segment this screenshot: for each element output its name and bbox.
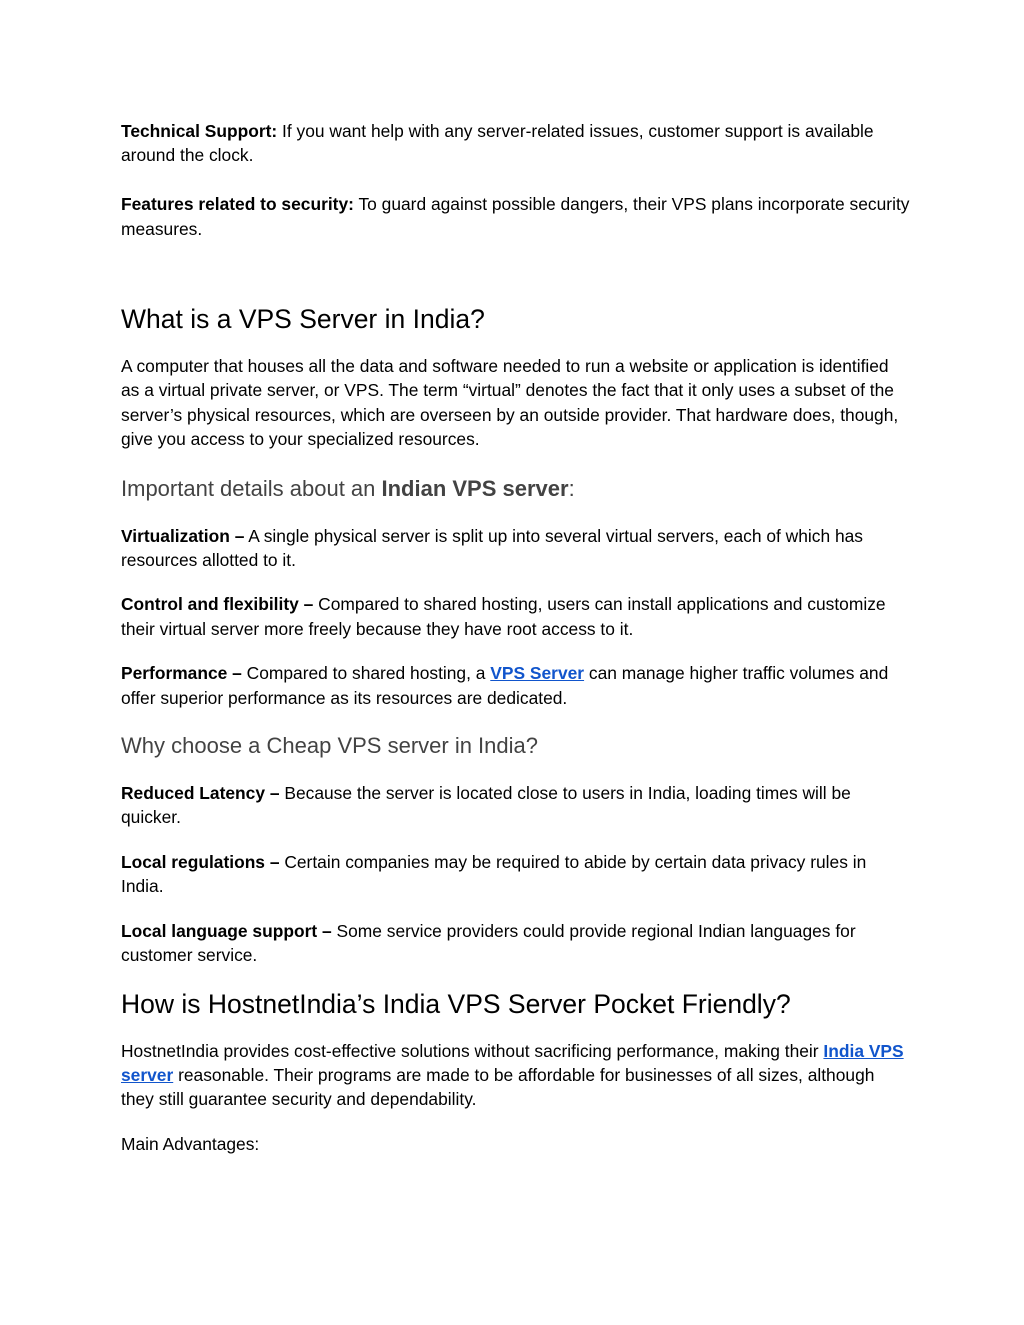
performance-paragraph bbox=[121, 661, 911, 710]
performance-text-after: can manage higher traffic volumes and offer superior performance as its resources are dedicated. bbox=[121, 663, 889, 708]
security-paragraph bbox=[121, 192, 911, 241]
how-text-after: reasonable. Their programs are made to be affordable for businesses of all sizes, although they still guarantee security and dependability. bbox=[121, 1064, 875, 1110]
heading-how-pocket-friendly: How is HostnetIndia’s India VPS Server Pocket Friendly? bbox=[121, 988, 791, 1019]
heading-important-details bbox=[121, 475, 911, 503]
performance-label: Performance – bbox=[121, 663, 242, 684]
tech-support-text: If you want help with any server-related issues, customer support is available around the clock. bbox=[121, 121, 874, 166]
latency-text: Because the server is located close to users in India, loading times will be quicker. bbox=[121, 783, 851, 828]
heading-important-details-suffix: : bbox=[568, 475, 575, 501]
virtualization-paragraph bbox=[121, 524, 911, 573]
tech-support-paragraph bbox=[121, 119, 911, 168]
heading-important-details-bold: Indian VPS server bbox=[381, 475, 569, 501]
performance-text-before: Compared to shared hosting, a bbox=[241, 663, 491, 684]
regulations-label: Local regulations – bbox=[121, 851, 280, 872]
vps-server-link[interactable]: VPS Server bbox=[490, 663, 585, 684]
security-label: Features related to security: bbox=[121, 194, 354, 215]
language-text: Some service providers could provide regional Indian languages for customer service. bbox=[121, 920, 856, 966]
security-text: To guard against possible dangers, their VPS plans incorporate security measures. bbox=[121, 194, 910, 239]
heading-important-details-prefix: Important details about an bbox=[121, 475, 382, 501]
latency-paragraph bbox=[121, 781, 911, 830]
heading-what-is-vps: What is a VPS Server in India? bbox=[121, 304, 485, 335]
control-text: Compared to shared hosting, users can install applications and customize their virtual server more freely because they have root access to it. bbox=[121, 594, 886, 639]
virtualization-text: A single physical server is split up into several virtual servers, each of which has resources allotted to it. bbox=[121, 525, 863, 571]
virtualization-label: Virtualization – bbox=[121, 525, 245, 546]
heading-why-choose: Why choose a Cheap VPS server in India? bbox=[121, 733, 539, 759]
how-text-before: HostnetIndia provides cost-effective solutions without sacrificing performance, making their bbox=[121, 1040, 824, 1061]
language-paragraph bbox=[121, 919, 911, 968]
language-label: Local language support – bbox=[121, 920, 332, 941]
regulations-text: Certain companies may be required to abide by certain data privacy rules in India. bbox=[121, 851, 867, 897]
how-pocket-friendly-paragraph bbox=[121, 1039, 911, 1112]
tech-support-label: Technical Support: bbox=[121, 121, 278, 141]
document-page bbox=[121, 119, 911, 1156]
control-label: Control and flexibility – bbox=[121, 594, 314, 615]
regulations-paragraph bbox=[121, 850, 911, 899]
what-is-vps-paragraph: A computer that houses all the data and software needed to run a website or application is identified as a virtual private server, or VPS. The term “virtual” denotes the fact that it only uses a subset of the server’s physical resources, which are overseen by an outside provider. That hardware does, though, give you access to your specialized resources. bbox=[121, 356, 899, 450]
latency-label: Reduced Latency – bbox=[121, 783, 280, 804]
control-paragraph bbox=[121, 592, 911, 641]
india-vps-server-link[interactable]: India VPS server bbox=[121, 1040, 904, 1085]
main-advantages-label: Main Advantages: bbox=[121, 1133, 260, 1154]
